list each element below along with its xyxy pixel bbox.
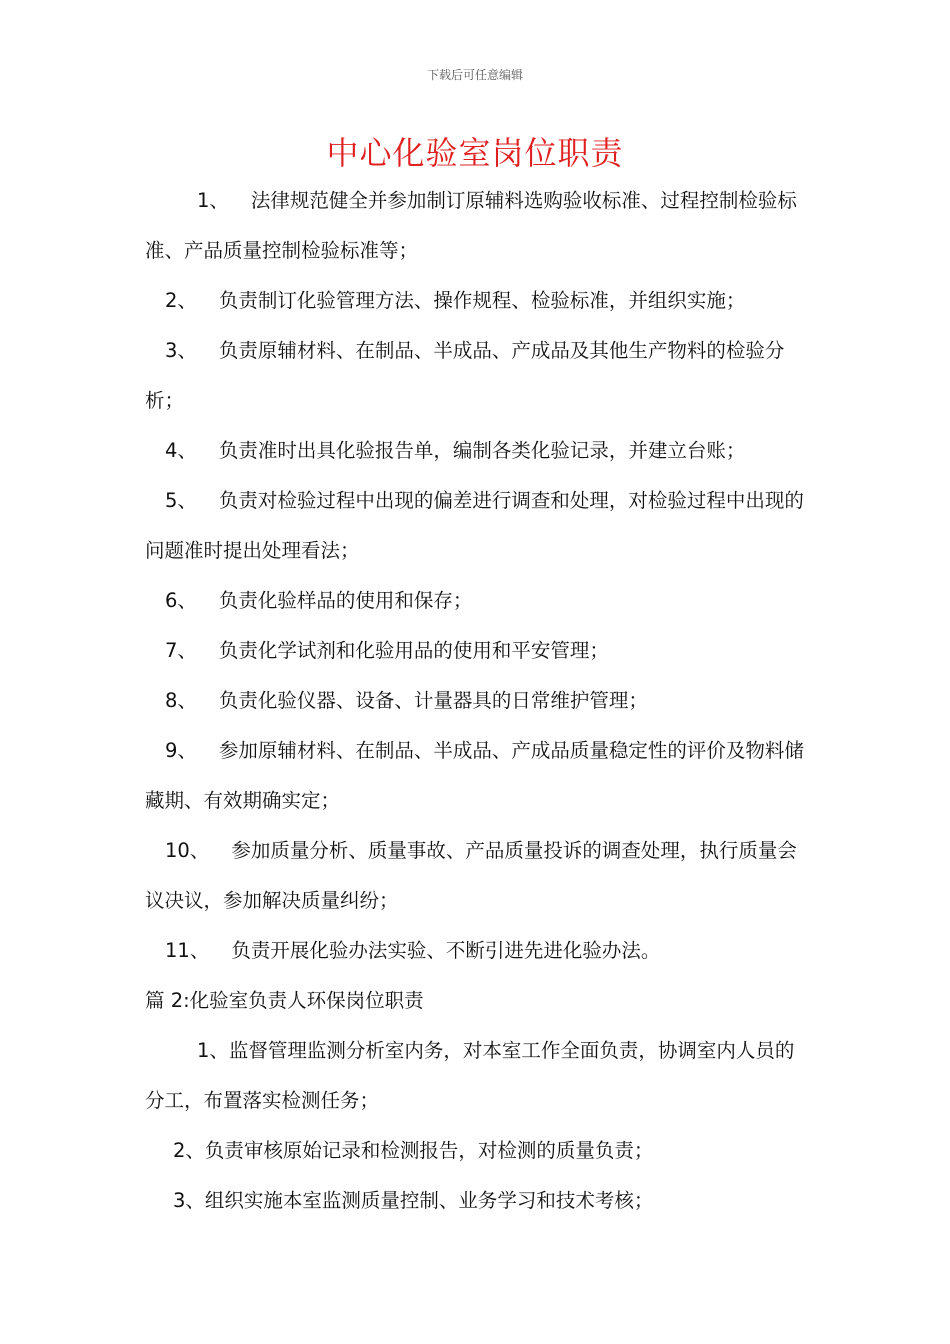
item-text: 负责原辅材料、在制品、半成品、产成品及其他生产物料的检验分析； — [145, 339, 785, 412]
list-item — [145, 326, 810, 426]
item-number: 4、 — [165, 439, 197, 462]
list-item — [145, 626, 810, 676]
header-note: 下载后可任意编辑 — [426, 68, 523, 82]
item-number: 9、 — [165, 739, 197, 762]
item-number: 10、 — [165, 839, 210, 862]
item-number: 7、 — [165, 639, 197, 662]
item-text: 负责审核原始记录和检测报告，对检测的质量负责； — [204, 1139, 654, 1162]
document-body — [145, 176, 810, 1226]
item-number: 2、 — [165, 289, 197, 312]
list-item — [145, 426, 810, 476]
item-number: 2、 — [173, 1139, 205, 1162]
item-number: 1、 — [197, 189, 229, 212]
item-text: 组织实施本室监测质量控制、业务学习和技术考核； — [204, 1189, 654, 1212]
item-number: 8、 — [165, 689, 197, 712]
list-item — [145, 476, 810, 576]
item-text: 负责化验仪器、设备、计量器具的日常维护管理； — [218, 689, 648, 712]
list-item — [145, 726, 810, 826]
list-item — [145, 1176, 810, 1226]
list-item — [145, 576, 810, 626]
item-text: 负责化验样品的使用和保存； — [218, 589, 473, 612]
list-item — [145, 926, 810, 976]
item-number: 3、 — [173, 1189, 205, 1212]
list-item — [145, 1026, 810, 1126]
list-item — [145, 1126, 810, 1176]
item-number: 5、 — [165, 489, 197, 512]
item-text: 负责开展化验办法实验、不断引进先进化验办法。 — [231, 939, 661, 962]
item-text: 法律规范健全并参加制订原辅料选购验收标准、过程控制检验标准、产品质量控制检验标准等； — [145, 189, 797, 262]
item-text: 负责化学试剂和化验用品的使用和平安管理； — [218, 639, 609, 662]
item-number: 6、 — [165, 589, 197, 612]
document-title: 中心化验室岗位职责 — [326, 134, 624, 172]
item-text: 参加原辅材料、在制品、半成品、产成品质量稳定性的评价及物料储藏期、有效期确实定； — [145, 739, 804, 812]
list-item — [145, 826, 810, 926]
item-text: 参加质量分析、质量事故、产品质量投诉的调查处理，执行质量会议决议，参加解决质量纠纷； — [145, 839, 797, 912]
item-number: 3、 — [165, 339, 197, 362]
item-text: 负责制订化验管理方法、操作规程、检验标准，并组织实施； — [218, 289, 746, 312]
item-number: 11、 — [165, 939, 210, 962]
item-text: 负责准时出具化验报告单，编制各类化验记录，并建立台账； — [218, 439, 746, 462]
list-item — [145, 676, 810, 726]
list-item — [145, 276, 810, 326]
list-item — [145, 176, 810, 276]
item-number: 1、 — [197, 1039, 229, 1062]
section-heading: 篇 2:化验室负责人环保岗位职责 — [145, 989, 424, 1012]
item-text: 监督管理监测分析室内务，对本室工作全面负责，协调室内人员的分工，布置落实检测任务； — [145, 1039, 795, 1112]
item-text: 负责对检验过程中出现的偏差进行调查和处理，对检验过程中出现的问题准时提出处理看法； — [145, 489, 804, 562]
